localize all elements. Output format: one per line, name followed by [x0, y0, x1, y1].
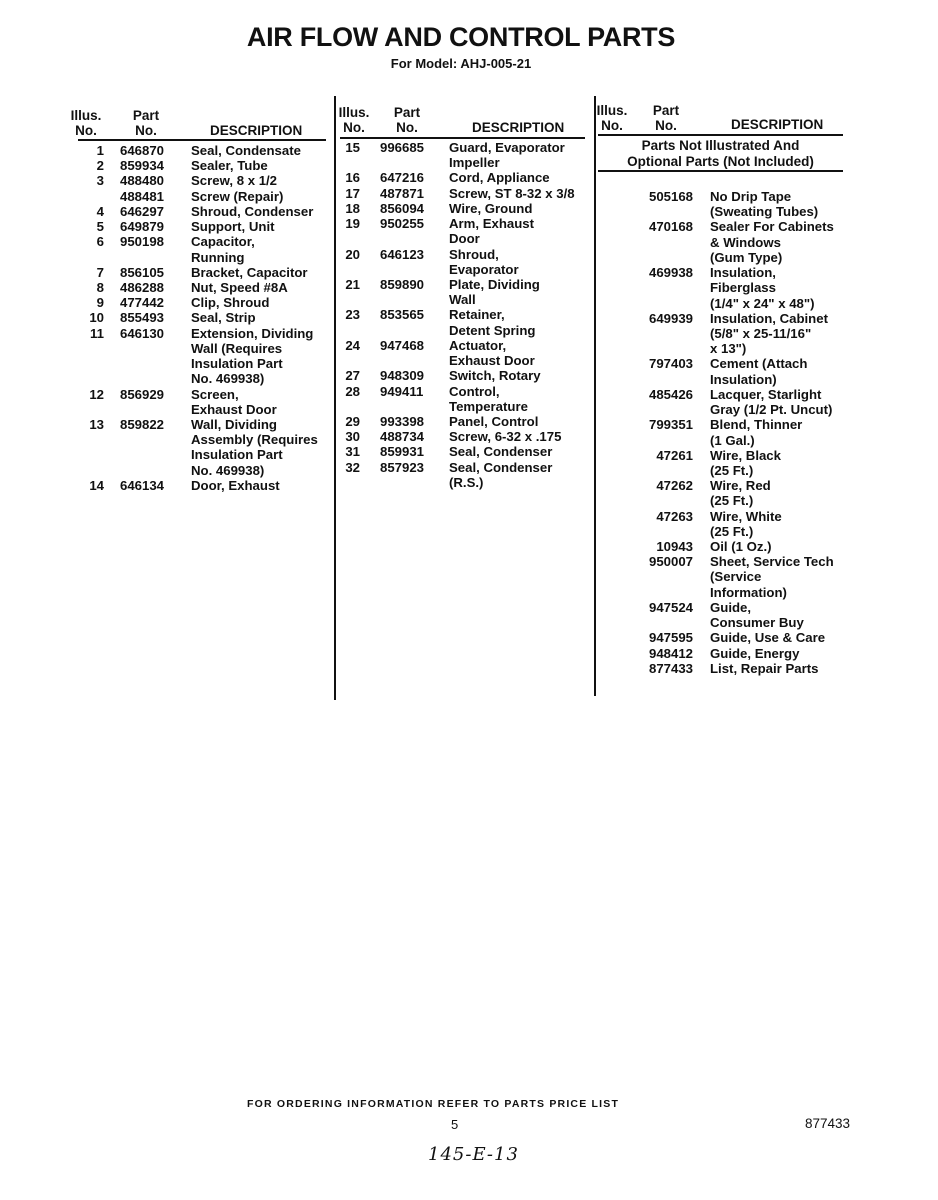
part-row — [322, 444, 575, 459]
illus-number: 1 — [96, 143, 104, 158]
part-number: 646130 — [120, 325, 165, 341]
part-number: 646870 — [120, 143, 165, 158]
header-illus-no: Illus. No. — [338, 105, 370, 135]
part-row — [322, 247, 575, 277]
part-description: Control, Temperature — [449, 383, 528, 414]
part-number: 649879 — [120, 219, 165, 235]
part-number: 949411 — [380, 383, 424, 399]
illus-number: 2 — [96, 158, 104, 174]
illus-number: 30 — [345, 429, 360, 445]
part-description: Support, Unit — [191, 219, 275, 235]
part-description: Shroud, Condenser — [191, 203, 314, 219]
part-description: Wall, Dividing Assembly (Requires Insulation Part No. 469938) — [191, 416, 318, 478]
part-description: Panel, Control — [449, 413, 539, 429]
part-description: Shroud, Evaporator — [449, 246, 519, 277]
part-description: Guide, Energy — [710, 645, 800, 661]
part-number: 948412 — [648, 645, 693, 661]
part-row — [70, 173, 318, 188]
part-number: 649939 — [648, 310, 693, 326]
part-description: Insulation, Cabinet (5/8" x 25-11/16" x 13") — [710, 310, 828, 357]
part-number: 948309 — [380, 368, 425, 384]
part-description: Sheet, Service Tech (Service Information) — [710, 554, 834, 600]
part-number: 469938 — [648, 265, 693, 281]
part-number: 488480 — [120, 173, 165, 189]
header-illus-no: Illus. No. — [70, 108, 102, 138]
part-description: Insulation, Fiberglass (1/4" x 24" x 48") — [710, 265, 815, 311]
part-description: List, Repair Parts — [710, 660, 819, 676]
header-rule — [598, 134, 843, 136]
header-part-no: Part No. — [393, 105, 421, 135]
ordering-note: FOR ORDERING INFORMATION REFER TO PARTS PRICE LIST — [247, 1098, 620, 1110]
part-row — [70, 189, 318, 204]
part-number: 646134 — [120, 477, 165, 493]
part-number: 646123 — [380, 246, 425, 262]
part-row — [600, 387, 834, 417]
part-number: 646297 — [120, 203, 165, 219]
part-description: Guard, Evaporator Impeller — [449, 140, 565, 171]
part-description: No Drip Tape (Sweating Tubes) — [710, 189, 819, 220]
parts-column-2 — [322, 140, 575, 490]
illus-number: 28 — [345, 383, 360, 399]
model-subtitle: For Model: AHJ-005-21 — [390, 56, 532, 71]
part-description: Bracket, Capacitor — [191, 264, 308, 280]
illus-number: 20 — [345, 246, 360, 262]
part-number: 856929 — [120, 386, 165, 402]
part-description: Seal, Condenser (R.S.) — [449, 459, 553, 490]
illus-number: 8 — [96, 279, 104, 295]
part-row — [70, 219, 318, 234]
part-number: 950198 — [120, 234, 165, 250]
part-number: 485426 — [648, 386, 693, 402]
part-row — [322, 384, 575, 414]
header-part-no: Part No. — [652, 103, 680, 133]
part-description: Actuator, Exhaust Door — [449, 337, 535, 369]
part-number: 993398 — [380, 413, 425, 429]
part-row — [600, 554, 834, 600]
part-row — [600, 265, 834, 311]
part-row — [70, 417, 318, 478]
document-number: 877433 — [805, 1116, 851, 1131]
header-part-no: Part No. — [132, 108, 160, 138]
part-description: Screw, 6-32 x .175 — [449, 429, 562, 445]
header-description: DESCRIPTION — [731, 117, 824, 132]
header-rule — [340, 137, 585, 139]
illus-number: 12 — [89, 386, 104, 402]
illus-number: 14 — [89, 477, 104, 493]
part-number: 10943 — [656, 539, 693, 555]
illus-number: 5 — [96, 219, 104, 235]
part-description: Oil (1 Oz.) — [710, 539, 772, 555]
part-description: Cord, Appliance — [449, 170, 550, 186]
part-number: 487871 — [380, 185, 425, 201]
part-description: Sealer, Tube — [191, 158, 268, 174]
part-row — [70, 280, 318, 295]
part-number: 488481 — [120, 188, 165, 204]
part-number: 47262 — [656, 478, 693, 494]
part-row — [322, 429, 575, 444]
part-description: Guide, Consumer Buy — [710, 599, 804, 631]
note-rule — [598, 170, 843, 172]
part-row — [322, 307, 575, 337]
parts-column-3 — [600, 189, 834, 676]
part-number: 853565 — [380, 307, 425, 323]
part-description: Screen, Exhaust Door — [191, 386, 277, 417]
part-row — [600, 478, 834, 508]
part-row — [70, 234, 318, 264]
illus-number: 11 — [90, 325, 104, 341]
part-row — [70, 478, 318, 493]
part-number: 488734 — [380, 429, 425, 445]
illus-number: 21 — [345, 276, 360, 292]
part-row — [70, 158, 318, 173]
page-title: AIR FLOW AND CONTROL PARTS — [246, 22, 676, 52]
illus-number: 3 — [96, 173, 104, 189]
part-description: Wire, Ground — [449, 200, 533, 216]
part-description: Seal, Strip — [191, 310, 256, 326]
part-number: 47261 — [656, 447, 693, 463]
part-number: 859890 — [380, 276, 425, 292]
part-row — [322, 460, 575, 490]
part-number: 947468 — [380, 337, 425, 353]
part-row — [600, 630, 834, 645]
part-number: 859822 — [120, 416, 165, 432]
illus-number: 16 — [345, 170, 360, 186]
part-description: Screw, ST 8-32 x 3/8 — [449, 185, 575, 201]
part-row — [600, 417, 834, 447]
part-number: 947595 — [648, 630, 693, 646]
part-description: Lacquer, Starlight Gray (1/2 Pt. Uncut) — [710, 386, 833, 418]
part-number: 856105 — [120, 264, 165, 280]
part-description: Seal, Condensate — [191, 143, 301, 158]
illus-number: 13 — [89, 416, 104, 432]
part-row — [322, 201, 575, 216]
illus-number: 32 — [345, 459, 360, 475]
part-row — [322, 140, 575, 170]
illus-number: 9 — [96, 295, 104, 311]
part-row — [600, 189, 834, 219]
part-description: Cement (Attach Insulation) — [710, 356, 808, 387]
part-description: Wire, White (25 Ft.) — [710, 508, 782, 539]
part-row — [600, 539, 834, 554]
part-row — [70, 143, 318, 158]
part-number: 947524 — [648, 599, 693, 615]
illus-number: 7 — [96, 264, 104, 280]
part-description: Arm, Exhaust Door — [449, 216, 535, 247]
part-row — [70, 310, 318, 325]
part-description: Capacitor, Running — [191, 234, 255, 265]
header-description: DESCRIPTION — [472, 120, 565, 135]
part-row — [600, 448, 834, 478]
page-number: 5 — [451, 1117, 459, 1132]
illus-number: 23 — [345, 307, 360, 323]
illus-number: 6 — [96, 234, 104, 250]
part-row — [600, 646, 834, 661]
part-row — [600, 509, 834, 539]
part-number: 797403 — [648, 356, 693, 372]
part-description: Guide, Use & Care — [710, 630, 826, 646]
part-row — [600, 661, 834, 676]
part-number: 859931 — [380, 444, 425, 460]
illus-number: 15 — [345, 140, 360, 155]
part-row — [600, 311, 834, 357]
part-description: Plate, Dividing Wall — [449, 276, 540, 308]
part-description: Clip, Shroud — [191, 295, 270, 311]
part-number: 996685 — [380, 140, 425, 155]
part-description: Extension, Dividing Wall (Requires Insulation Part No. 469938) — [191, 325, 314, 387]
illus-number: 17 — [345, 185, 360, 201]
header-rule — [78, 139, 326, 141]
illus-number: 24 — [345, 337, 360, 353]
part-number: 950007 — [648, 554, 693, 570]
illus-number: 4 — [96, 203, 104, 219]
handwritten-code: 145-E-13 — [428, 1144, 519, 1165]
part-description: Screw, 8 x 1/2 — [191, 173, 278, 189]
part-row — [70, 295, 318, 310]
parts-column-1 — [70, 143, 318, 493]
part-number: 647216 — [380, 170, 425, 186]
column-divider — [594, 96, 596, 696]
part-row — [322, 368, 575, 383]
part-description: Blend, Thinner (1 Gal.) — [710, 417, 803, 448]
part-description: Sealer For Cabinets & Windows (Gum Type) — [710, 219, 834, 265]
part-description: Wire, Black (25 Ft.) — [710, 447, 781, 478]
illus-number: 27 — [345, 368, 360, 384]
part-number: 859934 — [120, 158, 165, 174]
illus-number: 18 — [345, 200, 360, 216]
part-description: Switch, Rotary — [449, 368, 541, 384]
part-row — [70, 326, 318, 387]
part-number: 505168 — [648, 189, 693, 204]
part-row — [600, 219, 834, 265]
part-number: 855493 — [120, 310, 165, 326]
illus-number: 10 — [89, 310, 104, 326]
part-row — [322, 338, 575, 368]
illus-number: 31 — [345, 444, 360, 460]
part-row — [70, 204, 318, 219]
illus-number: 19 — [345, 216, 360, 232]
part-description: Wire, Red (25 Ft.) — [710, 478, 771, 509]
part-row — [70, 265, 318, 280]
header-description: DESCRIPTION — [210, 123, 303, 138]
part-row — [70, 387, 318, 417]
part-number: 477442 — [120, 295, 165, 311]
part-row — [322, 186, 575, 201]
part-description: Nut, Speed #8A — [191, 279, 288, 295]
part-number: 950255 — [380, 216, 425, 232]
part-number: 799351 — [648, 417, 693, 433]
part-row — [600, 600, 834, 630]
part-description: Door, Exhaust — [191, 477, 280, 493]
part-description: Retainer, Detent Spring — [449, 307, 536, 338]
part-number: 470168 — [648, 219, 693, 235]
part-row — [322, 277, 575, 307]
part-number: 47263 — [656, 508, 693, 524]
part-number: 877433 — [648, 660, 693, 676]
illus-number: 29 — [345, 413, 360, 429]
illus-number — [70, 189, 104, 204]
part-row — [322, 170, 575, 185]
part-number: 486288 — [120, 279, 165, 295]
part-row — [600, 356, 834, 386]
part-description: Seal, Condenser — [449, 444, 553, 460]
part-row — [322, 414, 575, 429]
part-description: Screw (Repair) — [191, 188, 284, 204]
header-illus-no: Illus. No. — [596, 103, 628, 133]
not-illustrated-note: Parts Not Illustrated And Optional Parts (Not Included) — [627, 138, 814, 169]
part-number: 856094 — [380, 200, 425, 216]
part-number: 857923 — [380, 459, 425, 475]
part-row — [322, 216, 575, 246]
